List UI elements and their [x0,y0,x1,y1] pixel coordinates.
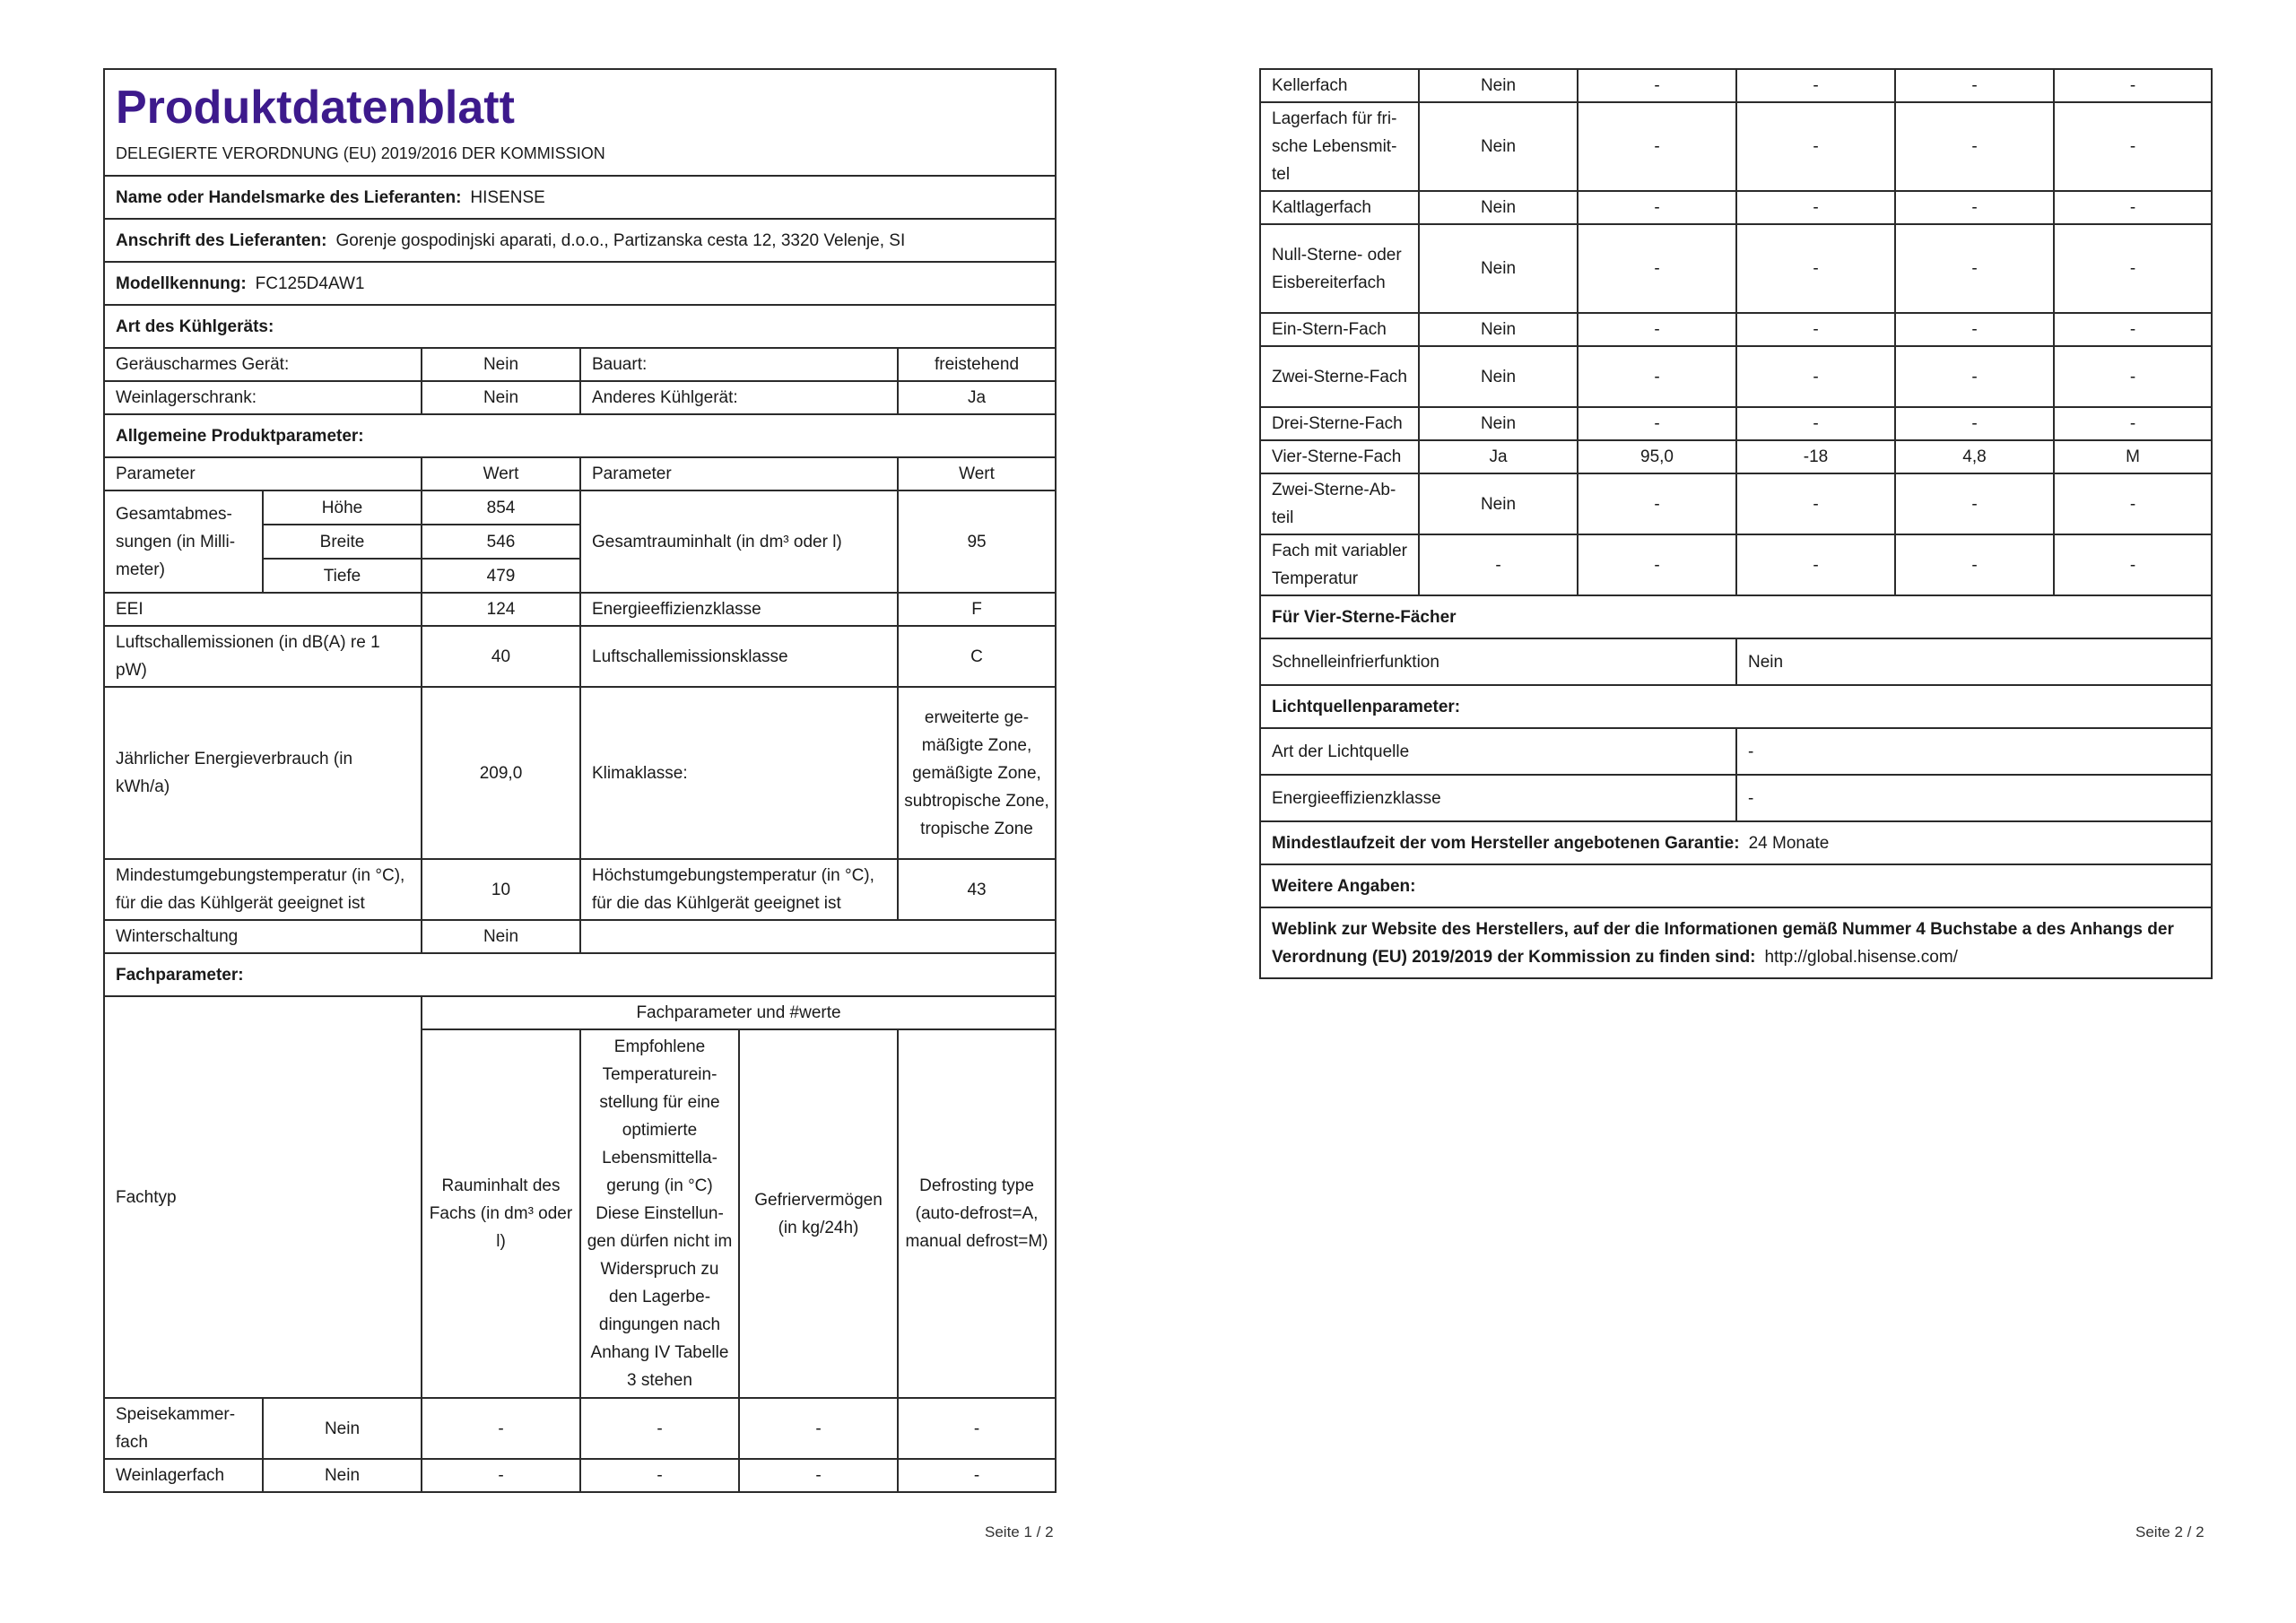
compartment-defrost: - [2054,313,2212,346]
compartment-temp: - [1736,473,1895,534]
compartment-temp: - [1736,69,1895,102]
noise-class-value: C [898,626,1056,687]
quiet-label: Geräuscharmes Gerät: [104,348,422,381]
height-label: Höhe [263,490,422,525]
compartment-volume: - [422,1398,580,1459]
supplier-address-value: Gorenje gospodinjski aparati, d.o.o., Partizanska cesta 12, 3320 Velenje, SI [335,230,906,250]
compartment-present: Nein [263,1398,422,1459]
compartment-volume: - [1578,313,1736,346]
further-info-heading: Weitere Angaben: [1260,864,2212,907]
quick-freeze-label: Schnelleinfrierfunktion [1260,638,1736,685]
compartment-temp: - [1736,224,1895,313]
compartment-volume: - [422,1459,580,1492]
supplier-name-row [104,176,1056,219]
design-label: Bauart: [580,348,898,381]
compartment-freeze: - [1895,407,2054,440]
supplier-name-label: Name oder Handelsmarke des Lieferanten: [116,187,462,207]
min-temp-value: 10 [422,859,580,920]
winter-label: Winterschaltung [104,920,422,953]
compartment-name: Zwei-Sterne-Fach [1260,346,1419,407]
table-row [1260,440,2212,473]
compartment-name: Ein-Stern-Fach [1260,313,1419,346]
weblink-row [1260,907,2212,978]
col-param2-header: Parameter [580,457,898,490]
product-datasheet-page-1 [103,68,1057,1493]
table-row [1260,346,2212,407]
page-title: Produktdatenblatt [116,81,515,134]
compartment-defrost: - [2054,407,2212,440]
compartment-present: Nein [1419,224,1578,313]
compartment-defrost: - [2054,473,2212,534]
compartment-temp: - [1736,407,1895,440]
supplier-address-label: Anschrift des Lieferanten: [116,230,327,250]
product-datasheet-page-2 [1259,68,2213,979]
general-params-heading: Allgemeine Produktparameter: [104,414,1056,457]
compartment-present: - [1419,534,1578,595]
compartment-group-header: Fachparameter und #werte [422,996,1056,1029]
light-energy-class-value: - [1736,775,2212,821]
compartment-temp: - [580,1459,739,1492]
other-appliance-value: Ja [898,381,1056,414]
compartment-present: Nein [1419,102,1578,191]
compartment-freeze: - [1895,313,2054,346]
total-volume-label: Gesamtrauminhalt (in dm³ oder l) [580,490,898,593]
compartment-name: Speisekammerfach [104,1398,263,1459]
compartment-present: Nein [263,1459,422,1492]
depth-value: 479 [422,559,580,593]
supplier-address-row [104,219,1056,262]
light-type-value: - [1736,728,2212,775]
winter-value: Nein [422,920,580,953]
compartment-defrost: M [2054,440,2212,473]
other-appliance-label: Anderes Kühlgerät: [580,381,898,414]
compartment-name: Zwei-Sterne-Abteil [1260,473,1419,534]
table-row [1260,407,2212,440]
annual-energy-label: Jährlicher Energieverbrauch (in kWh/a) [104,687,422,859]
supplier-name-value: HISENSE [470,187,545,207]
model-label: Modellkennung: [116,273,247,293]
total-volume-value: 95 [898,490,1056,593]
width-label: Breite [263,525,422,559]
table-row [1260,102,2212,191]
compartment-name: Weinlagerfach [104,1459,263,1492]
page-number-2: Seite 2 / 2 [2135,1523,2205,1541]
climate-class-value: erweiterte gemäßigte Zone, gemäßigte Zone, subtropische Zone, tropische Zone [898,687,1056,859]
warranty-row [1260,821,2212,864]
min-temp-label: Mindestumgebungstemperatur (in °C), für die das Kühlgerät geeignet ist [104,859,422,920]
compartment-temp: -18 [1736,440,1895,473]
device-type-heading: Art des Kühlgeräts: [104,305,1056,348]
compartment-volume: - [1578,102,1736,191]
compartment-name: Null-Sterne- oder Eisbereiterfach [1260,224,1419,313]
table-row [104,1398,1056,1459]
weblink-label: Weblink zur Website des Herstellers, auf der die Informationen gemäß Nummer 4 Buchstabe a des Anhangs der Verordnung (EU) 2019/2019 der Kommission zu finden sind: [1272,919,2174,967]
page-number-1: Seite 1 / 2 [985,1523,1054,1541]
compartment-defrost: - [2054,191,2212,224]
noise-label: Luftschallemissionen (in dB(A) re 1 pW) [104,626,422,687]
compartment-name: Vier-Sterne-Fach [1260,440,1419,473]
compartment-defrost: - [898,1459,1056,1492]
table-row [1260,313,2212,346]
depth-label: Tiefe [263,559,422,593]
warranty-value: 24 Monate [1748,833,1830,853]
compartment-present: Nein [1419,313,1578,346]
compartment-params-heading: Fachparameter: [104,953,1056,996]
compartment-volume: - [1578,191,1736,224]
compartment-temp: - [1736,102,1895,191]
col-param-header: Parameter [104,457,422,490]
compartment-freeze: - [1895,473,2054,534]
quick-freeze-value: Nein [1736,638,2212,685]
noise-value: 40 [422,626,580,687]
design-value: freistehend [898,348,1056,381]
compartment-freeze: - [1895,534,2054,595]
compartment-name: Lagerfach für frische Lebensmittel [1260,102,1419,191]
compartment-volume: - [1578,407,1736,440]
noise-class-label: Luftschallemissionsklasse [580,626,898,687]
compartment-temp: - [580,1398,739,1459]
col-freeze-header: Gefriervermögen (in kg/24h) [739,1029,898,1398]
width-value: 546 [422,525,580,559]
table-row [104,1459,1056,1492]
wine-cabinet-value: Nein [422,381,580,414]
weblink-value[interactable]: http://global.hisense.com/ [1764,947,1958,967]
light-source-heading: Lichtquellenparameter: [1260,685,2212,728]
compartment-name: Kellerfach [1260,69,1419,102]
compartment-volume: 95,0 [1578,440,1736,473]
dimensions-label: Gesamtabmessungen (in Millimeter) [104,490,263,593]
compartment-freeze: - [1895,346,2054,407]
compartment-temp: - [1736,191,1895,224]
compartment-freeze: - [1895,224,2054,313]
height-value: 854 [422,490,580,525]
header-cell [104,69,1056,176]
model-row [104,262,1056,305]
col-value2-header: Wert [898,457,1056,490]
compartment-defrost: - [898,1398,1056,1459]
compartment-volume: - [1578,534,1736,595]
energy-class-label: Energieeffizienzklasse [580,593,898,626]
compartment-present: Ja [1419,440,1578,473]
col-defrost-header: Defrosting type (auto-defrost=A, manual defrost=M) [898,1029,1056,1398]
compartment-present: Nein [1419,407,1578,440]
eei-value: 124 [422,593,580,626]
quiet-value: Nein [422,348,580,381]
compartment-present: Nein [1419,69,1578,102]
table-row [1260,69,2212,102]
col-value-header: Wert [422,457,580,490]
model-value: FC125D4AW1 [255,273,365,293]
max-temp-label: Höchstumgebungstemperatur (in °C), für die das Kühlgerät geeignet ist [580,859,898,920]
compartment-freeze: 4,8 [1895,440,2054,473]
compartment-present: Nein [1419,191,1578,224]
compartment-freeze: - [1895,102,2054,191]
compartment-defrost: - [2054,102,2212,191]
table-row [1260,224,2212,313]
max-temp-value: 43 [898,859,1056,920]
compartment-defrost: - [2054,346,2212,407]
energy-class-value: F [898,593,1056,626]
light-energy-class-label: Energieeffizienzklasse [1260,775,1736,821]
climate-class-label: Klimaklasse: [580,687,898,859]
compartment-temp: - [1736,313,1895,346]
wine-cabinet-label: Weinlagerschrank: [104,381,422,414]
light-type-label: Art der Lichtquelle [1260,728,1736,775]
compartment-temp: - [1736,534,1895,595]
compartment-temp: - [1736,346,1895,407]
compartment-present: Nein [1419,346,1578,407]
compartment-volume: - [1578,346,1736,407]
table-row [1260,191,2212,224]
compartment-name: Drei-Sterne-Fach [1260,407,1419,440]
annual-energy-value: 209,0 [422,687,580,859]
regulation-subtitle: DELEGIERTE VERORDNUNG (EU) 2019/2016 DER KOMMISSION [116,143,605,162]
table-row [1260,473,2212,534]
col-temp-header: Empfohlene Temperatureinstellung für eine optimierte Lebensmittellagerung (in °C) Diese Einstellungen dürfen nicht im Widerspruch zu den Lagerbedingungen nach Anhang IV Tabelle 3 stehen [580,1029,739,1398]
compartment-freeze: - [1895,191,2054,224]
compartment-name: Kaltlagerfach [1260,191,1419,224]
compartment-defrost: - [2054,224,2212,313]
compartment-name: Fach mit variabler Temperatur [1260,534,1419,595]
warranty-label: Mindestlaufzeit der vom Hersteller angebotenen Garantie: [1272,833,1740,853]
table-row [1260,534,2212,595]
col-volume-header: Rauminhalt des Fachs (in dm³ oder l) [422,1029,580,1398]
compartment-present: Nein [1419,473,1578,534]
compartment-defrost: - [2054,534,2212,595]
compartment-freeze: - [1895,69,2054,102]
compartment-volume: - [1578,473,1736,534]
compartment-freeze: - [739,1398,898,1459]
compartment-type-header: Fachtyp [104,996,422,1398]
compartment-freeze: - [739,1459,898,1492]
compartment-volume: - [1578,69,1736,102]
compartment-defrost: - [2054,69,2212,102]
eei-label: EEI [104,593,422,626]
compartment-volume: - [1578,224,1736,313]
four-star-heading: Für Vier-Sterne-Fächer [1260,595,2212,638]
empty-cell [580,920,1056,953]
